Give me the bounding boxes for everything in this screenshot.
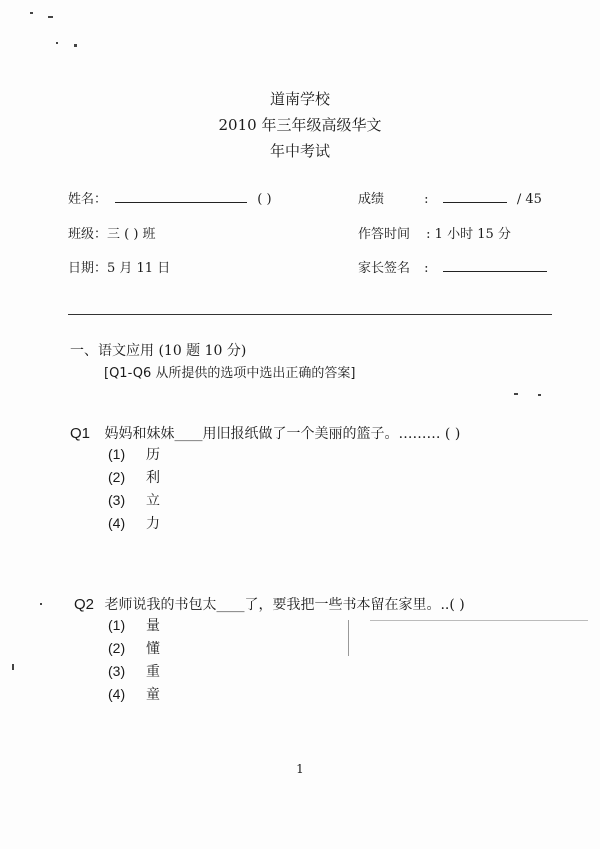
option-text: 量 [146, 618, 160, 634]
scan-speck [12, 664, 14, 670]
option-text: 力 [146, 516, 160, 532]
scan-speck [56, 42, 58, 44]
option-text: 童 [146, 687, 160, 703]
name-row [68, 188, 272, 207]
question-1-option[interactable] [108, 467, 160, 487]
date-label: 日期：5 月 11 日 [68, 261, 171, 276]
parent-signature-field[interactable] [443, 259, 547, 272]
class-row [68, 223, 156, 242]
option-number: (2) [108, 640, 126, 656]
scan-speck [348, 620, 349, 656]
question-2-option[interactable] [108, 684, 160, 704]
question-number: Q1 [70, 425, 91, 442]
option-text: 懂 [146, 641, 160, 657]
scan-speck [30, 12, 33, 14]
option-number: (2) [108, 469, 126, 485]
option-number: (3) [108, 663, 126, 679]
option-text: 重 [146, 664, 160, 680]
parent-colon: : [424, 261, 429, 276]
page-number: 1 [296, 762, 304, 776]
question-2-option[interactable] [108, 638, 160, 658]
section-instruction: [Q1-Q6 从所提供的选项中选出正确的答案] [104, 366, 356, 381]
scan-speck [40, 603, 42, 605]
name-field[interactable] [115, 190, 247, 203]
time-label: 作答时间 [358, 227, 411, 242]
question-2-option[interactable] [108, 661, 160, 681]
name-paren: ( ) [257, 192, 272, 207]
exam-subject: 2010 年三年级高级华文 [218, 116, 382, 134]
time-row [358, 223, 511, 242]
class-label: 班级：三 ( ) 班 [68, 227, 156, 242]
score-total: / 45 [516, 192, 542, 207]
scan-speck [514, 393, 518, 395]
question-1-option[interactable] [108, 444, 160, 464]
scan-speck [538, 394, 541, 396]
name-label: 姓名： [68, 192, 108, 207]
score-label: 成绩 [358, 192, 385, 207]
option-number: (3) [108, 492, 126, 508]
option-text: 历 [146, 447, 160, 463]
score-row [358, 188, 542, 207]
score-field[interactable] [443, 190, 507, 203]
parent-label: 家长签名 [358, 261, 411, 276]
exam-header [0, 86, 600, 164]
scan-speck [74, 44, 77, 47]
question-2 [74, 594, 465, 614]
scan-speck [370, 620, 588, 621]
option-number: (4) [108, 686, 126, 702]
question-2-option[interactable] [108, 615, 160, 635]
school-name: 道南学校 [269, 90, 330, 108]
option-number: (4) [108, 515, 126, 531]
date-row [68, 257, 170, 276]
question-1 [70, 423, 460, 443]
divider-line [68, 314, 552, 315]
option-number: (1) [108, 617, 126, 633]
option-text: 利 [146, 470, 160, 486]
section-title: 一、语文应用 (10 题 10 分) [70, 343, 247, 359]
option-number: (1) [108, 446, 126, 462]
exam-title: 年中考试 [269, 142, 330, 160]
parent-row [358, 257, 547, 276]
score-colon: : [424, 192, 429, 207]
question-text: 老师说我的书包太____了，要我把一些书本留在家里。..( ) [104, 597, 465, 613]
question-1-option[interactable] [108, 513, 160, 533]
question-text: 妈妈和妹妹____用旧报纸做了一个美丽的篮子。……… ( ) [104, 426, 461, 442]
question-number: Q2 [74, 596, 95, 613]
question-1-option[interactable] [108, 490, 160, 510]
option-text: 立 [146, 493, 160, 509]
time-value: : 1 小时 15 分 [426, 227, 511, 242]
scan-speck [48, 16, 53, 18]
